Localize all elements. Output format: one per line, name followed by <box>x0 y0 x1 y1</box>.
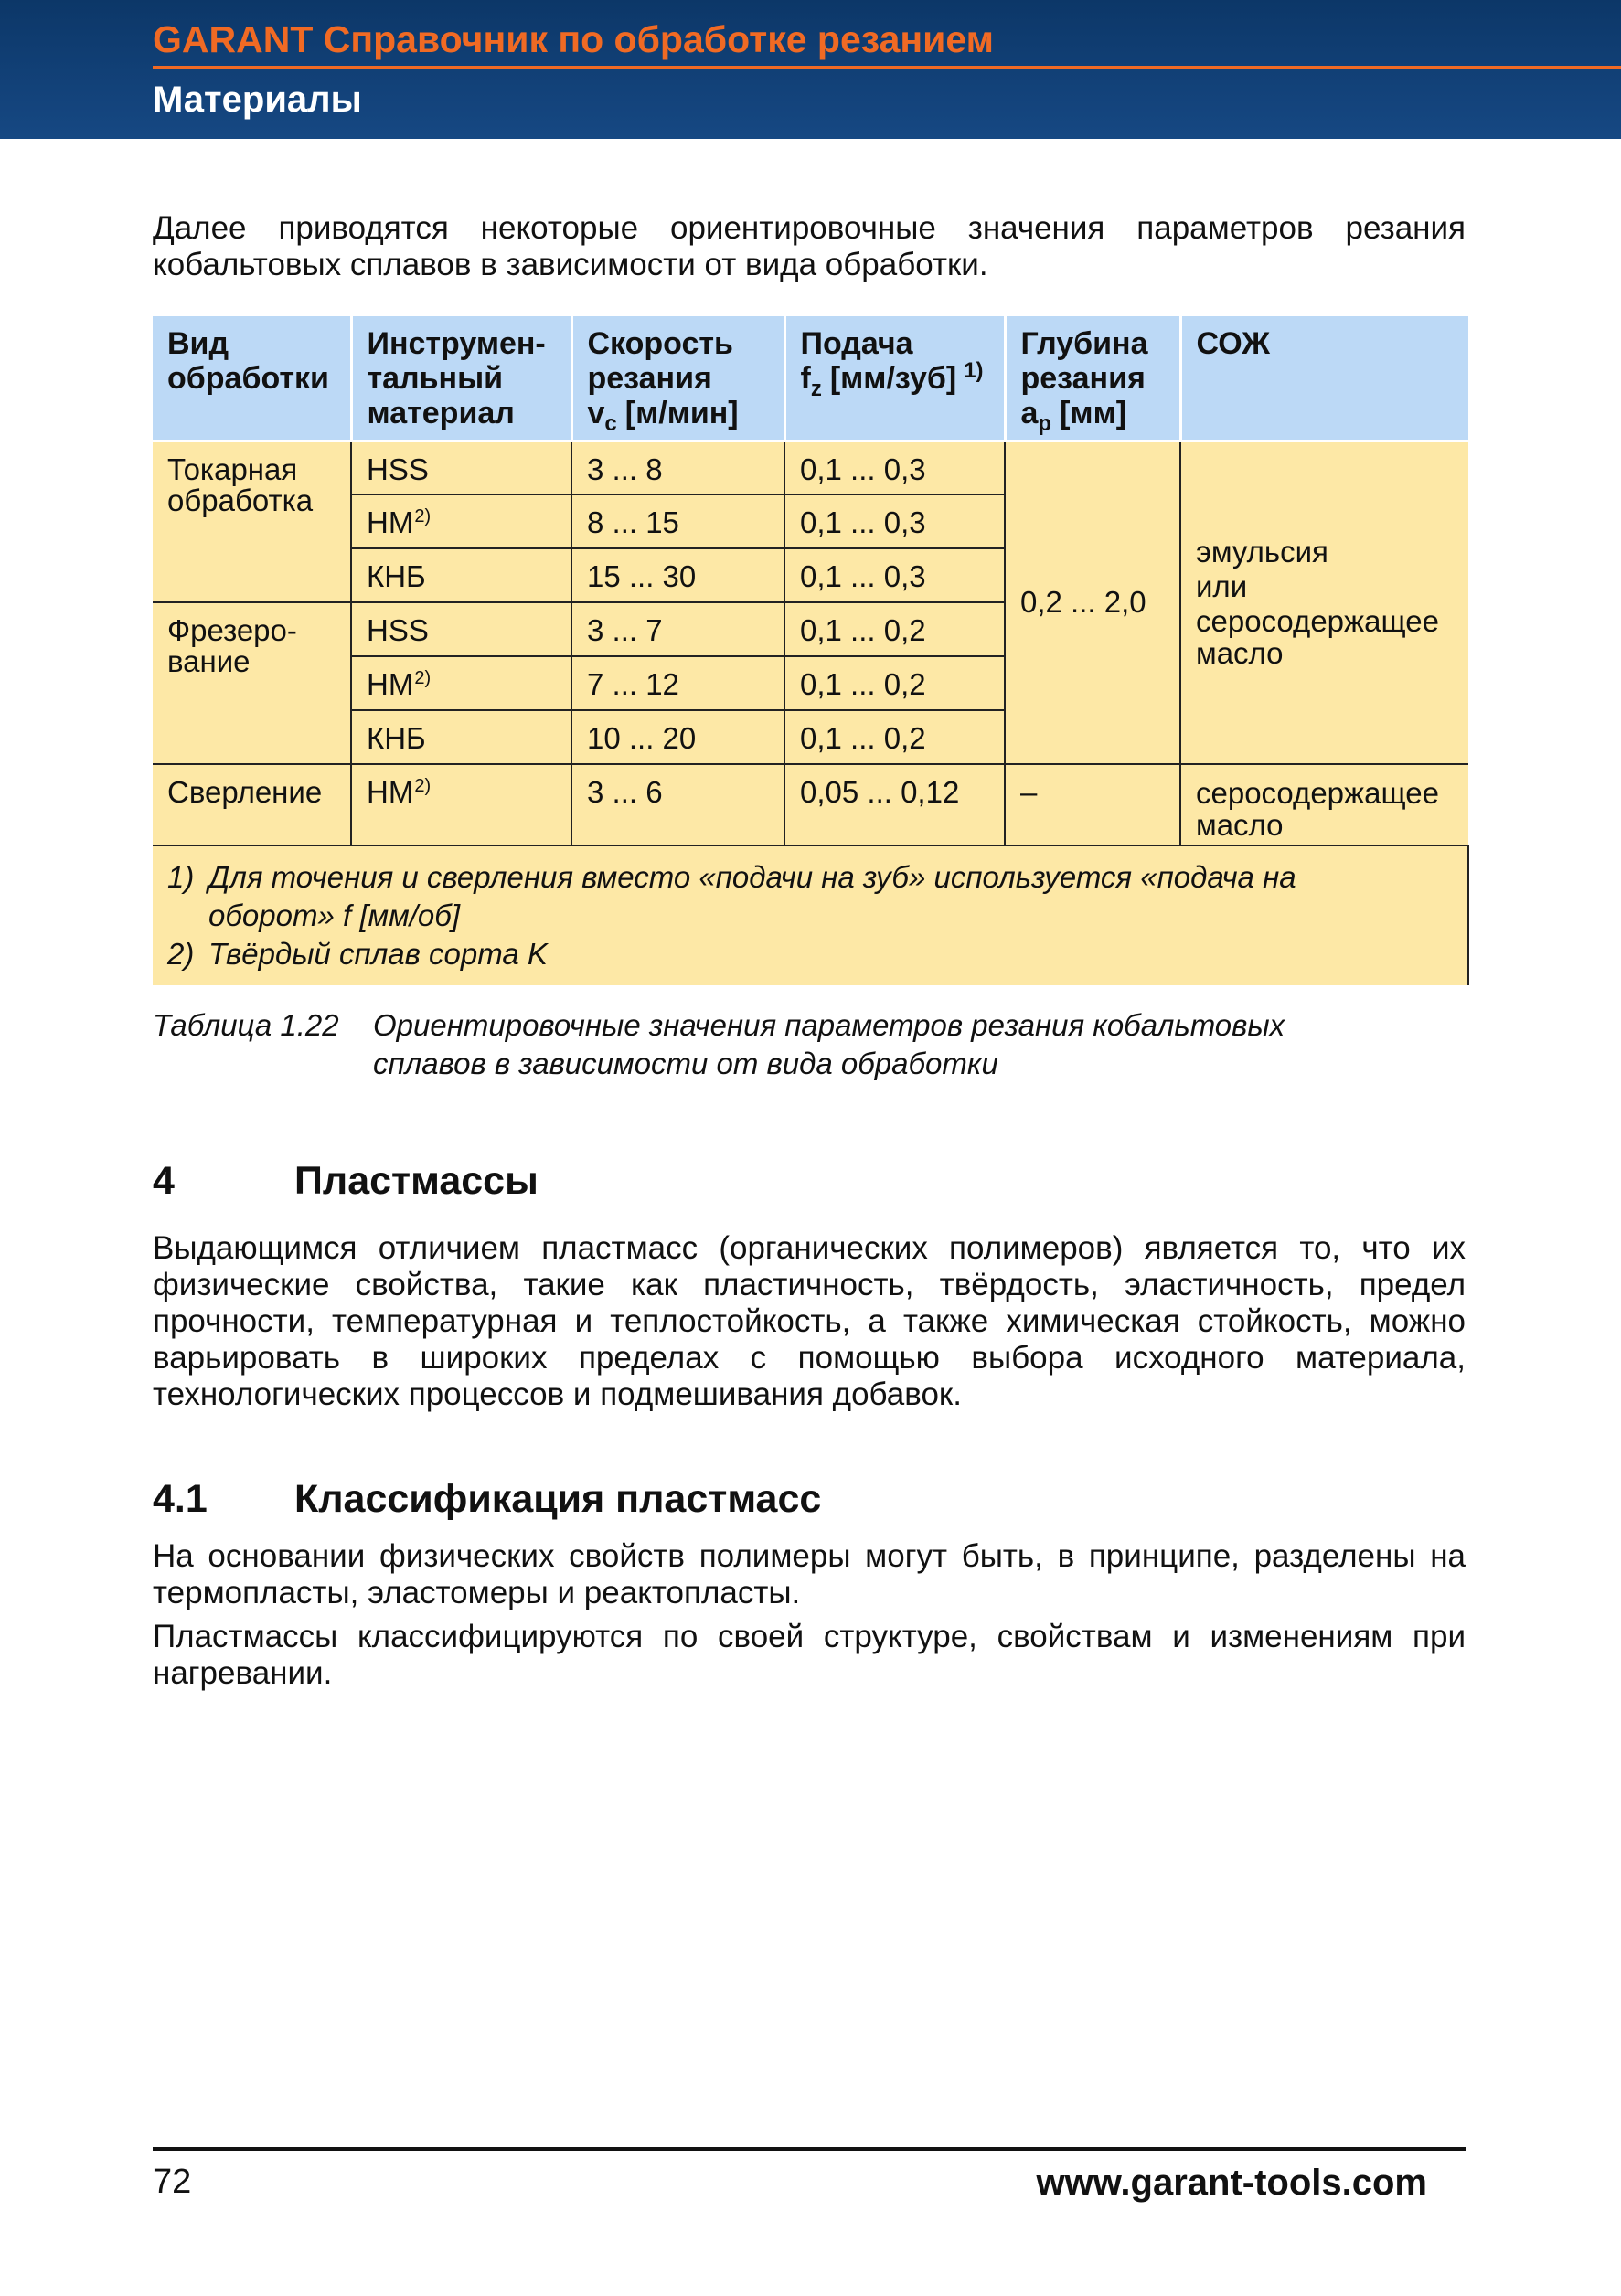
section-heading <box>153 1158 1466 1204</box>
chapter-title: Материалы <box>153 80 362 120</box>
header-line: Глубина <box>1020 326 1148 361</box>
footer-rule <box>153 2147 1466 2151</box>
cell-coolant: серосодержащее масло <box>1180 764 1468 845</box>
header-line: Вид <box>167 326 229 361</box>
table-header-row <box>153 316 1468 441</box>
cell-line: вание <box>167 644 251 678</box>
material-code: HSS <box>367 613 429 647</box>
material-code: HSS <box>367 452 429 486</box>
header-line: Скорость <box>587 326 733 361</box>
header-symbol-line <box>800 358 1000 401</box>
footnote <box>167 935 1462 973</box>
section-title: Пластмассы <box>294 1159 539 1203</box>
cell-line: обработка <box>167 483 314 517</box>
header-line: Инструмен- <box>367 326 546 361</box>
title-rule <box>153 66 1621 69</box>
coolant-line: эмульсия <box>1196 535 1328 569</box>
header-coolant <box>1180 316 1468 441</box>
text-line: нагревании. <box>153 1655 333 1691</box>
text-line: Далее приводятся некоторые ориентировочные значения параметров резания <box>153 210 1466 246</box>
cell-process: Сверление <box>153 764 351 845</box>
cell-tool-material <box>351 441 571 494</box>
header-band <box>0 0 1621 139</box>
coolant-line: или <box>1196 569 1248 604</box>
subsection-paragraph <box>153 1538 1466 1611</box>
cell-line: Фрезеро- <box>167 613 297 647</box>
footnote <box>167 858 1462 935</box>
cell-tool-material <box>351 764 571 845</box>
text-line: технологических процессов и подмешивания добавок. <box>153 1377 962 1412</box>
table-footnotes <box>153 845 1468 985</box>
footnote-ref: 2) <box>414 668 432 688</box>
header-process <box>153 316 351 441</box>
cell-feed: 0,1 ... 0,2 <box>784 602 1005 656</box>
unit: [мм/зуб] <box>829 361 957 396</box>
footnote-mark: 1) <box>167 860 195 894</box>
subscript: z <box>810 377 822 401</box>
cell-process <box>153 441 351 602</box>
cell-feed: 0,05 ... 0,12 <box>784 764 1005 845</box>
cell-speed: 7 ... 12 <box>571 656 784 710</box>
footer-url: www.garant-tools.com <box>1036 2163 1427 2203</box>
header-feed <box>784 316 1005 441</box>
material-code: HM <box>367 667 414 701</box>
cell-depth: – <box>1005 764 1180 845</box>
header-symbol-line <box>1021 396 1176 434</box>
cell-feed: 0,1 ... 0,3 <box>784 548 1005 602</box>
cell-tool-material <box>351 710 571 764</box>
section-number: 4.1 <box>153 1477 208 1521</box>
text-line: прочности, температурная и теплостойкость, а также химическая стойкость, можно <box>153 1303 1466 1339</box>
cell-line: Токарная <box>167 452 298 486</box>
caption-text <box>373 1006 1466 1083</box>
footnote-ref: 2) <box>414 776 432 796</box>
text-line: физические свойства, такие как пластичность, твёрдость, эластичность, предел <box>153 1267 1466 1302</box>
symbol: f <box>800 361 811 396</box>
symbol: v <box>587 396 605 430</box>
footnote-ref: 2) <box>414 506 432 526</box>
header-tool-material <box>351 316 571 441</box>
symbol: a <box>1020 396 1039 430</box>
table-row <box>153 441 1468 494</box>
table-footnotes-row <box>153 845 1468 985</box>
caption-line: Ориентировочные значения параметров резания кобальтовых <box>373 1008 1285 1042</box>
cell-process <box>153 602 351 764</box>
header-cutting-speed <box>571 316 784 441</box>
section-paragraph <box>153 1230 1466 1413</box>
caption-line: сплавов в зависимости от вида обработки <box>373 1047 998 1080</box>
header-line: обработки <box>167 361 329 396</box>
cell-speed: 10 ... 20 <box>571 710 784 764</box>
material-code: HM <box>367 775 414 809</box>
cell-coolant-shared <box>1180 441 1468 764</box>
table-row <box>153 764 1468 845</box>
intro-paragraph <box>153 210 1466 283</box>
material-code: КНБ <box>367 721 426 755</box>
cutting-parameters-table <box>153 316 1469 985</box>
cell-tool-material <box>351 548 571 602</box>
cell-speed: 15 ... 30 <box>571 548 784 602</box>
caption-label: Таблица 1.22 <box>153 1008 339 1042</box>
cell-feed: 0,1 ... 0,2 <box>784 656 1005 710</box>
text-line: На основании физических свойств полимеры могут быть, в принципе, разделены на <box>153 1538 1466 1574</box>
cell-feed: 0,1 ... 0,2 <box>784 710 1005 764</box>
footnote-line: Твёрдый сплав сорта K <box>208 937 548 971</box>
section-title: Классификация пластмасс <box>294 1477 822 1521</box>
footnote-line: оборот» f [мм/об] <box>208 898 460 932</box>
cell-tool-material <box>351 494 571 548</box>
header-line: резания <box>587 361 712 396</box>
subsection-heading <box>153 1476 1466 1522</box>
footnote-text <box>208 935 1462 973</box>
text-line: термопласты, эластомеры и реактопласты. <box>153 1575 801 1610</box>
cell-depth-shared: 0,2 ... 2,0 <box>1005 441 1180 764</box>
header-symbol-line <box>588 396 780 434</box>
header-line: тальный <box>367 361 504 396</box>
cell-speed: 8 ... 15 <box>571 494 784 548</box>
book-title: GARANT Справочник по обработке резанием <box>153 18 994 60</box>
header-line: материал <box>367 396 515 430</box>
coolant-line: серосодержащее масло <box>1196 604 1439 671</box>
cell-tool-material <box>351 602 571 656</box>
footnote-ref: 1) <box>964 358 984 383</box>
header-depth <box>1005 316 1180 441</box>
table-caption <box>153 1006 1466 1083</box>
text-line: Пластмассы классифицируются по своей структуре, свойствам и изменениям при <box>153 1619 1466 1654</box>
text-line: кобальтовых сплавов в зависимости от вида обработки. <box>153 247 988 282</box>
material-code: КНБ <box>367 559 426 593</box>
subscript: p <box>1038 411 1052 436</box>
unit: [мм] <box>1060 396 1127 430</box>
text-line: варьировать в широких пределах с помощью выбора исходного материала, <box>153 1340 1466 1376</box>
cell-speed: 3 ... 7 <box>571 602 784 656</box>
subscript: c <box>604 411 617 436</box>
header-line: СОЖ <box>1196 326 1270 361</box>
material-code: HM <box>367 505 414 539</box>
cell-tool-material <box>351 656 571 710</box>
cell-speed: 3 ... 8 <box>571 441 784 494</box>
section-number: 4 <box>153 1159 175 1203</box>
footnote-line: Для точения и сверления вместо «подачи на зуб» используется «подача на <box>208 860 1296 894</box>
subsection-paragraph <box>153 1619 1466 1692</box>
footnote-text <box>208 858 1462 935</box>
page-number: 72 <box>153 2163 192 2201</box>
cell-speed: 3 ... 6 <box>571 764 784 845</box>
footnote-mark: 2) <box>167 937 195 971</box>
cell-feed: 0,1 ... 0,3 <box>784 494 1005 548</box>
unit: [м/мин] <box>624 396 739 430</box>
header-line: резания <box>1020 361 1146 396</box>
header-line: Подача <box>800 326 913 361</box>
text-line: Выдающимся отличием пластмасс (органических полимеров) является то, что их <box>153 1230 1466 1266</box>
cell-feed: 0,1 ... 0,3 <box>784 441 1005 494</box>
